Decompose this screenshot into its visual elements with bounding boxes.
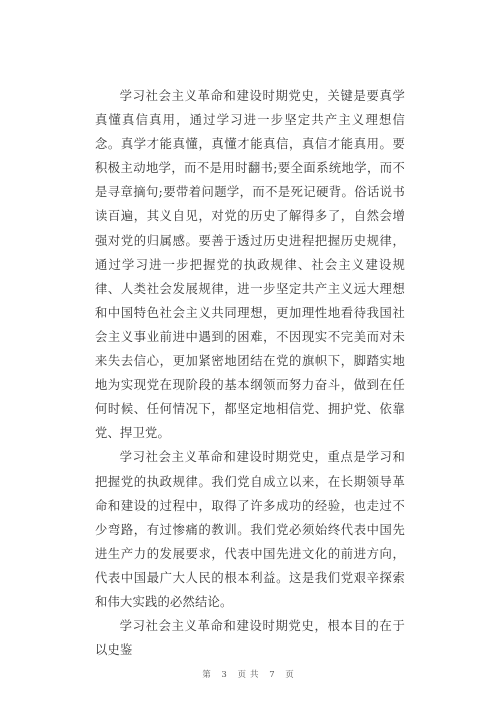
paragraph-2: 学习社会主义革命和建设时期党史，重点是学习和把握党的执政规律。我们党自成立以来，在长期领导革命和建设的过程中，取得了许多成功的经验，也走过不少弯路，有过惨痛的教训。我们党必须始终代表中国先进生产力的发展要求，代表中国先进文化的前进方向，代表中国最广大人民的根本利益。这是我们党艰辛探索和伟大实践的必然结论。 bbox=[95, 450, 405, 609]
paragraph-3: 学习社会主义革命和建设时期党史，根本目的在于以史鉴 bbox=[95, 619, 405, 658]
paragraph-1: 学习社会主义革命和建设时期党史，关键是要真学真懂真信真用，通过学习进一步坚定共产主义理想信念。真学才能真懂，真懂才能真信，真信才能真用。要积极主动地学，而不是用时翻书;要全面系统地学，而不是寻章摘句;要带着问题学，而不是死记硬背。俗话说书读百遍，其义自见，对党的历史了解得多了，自然会增强对党的归属感。要善于透过历史进程把握历史规律，通过学习进一步把握党的执政规律、社会主义建设规律、人类社会发展规律，进一步坚定共产主义远大理想和中国特色社会主义共同理想，更加理性地看待我国社会主义事业前进中遇到的困难，不因现实不完美而对未来失去信心，更加紧密地团结在党的旗帜下，脚踏实地地为实现党在现阶段的基本纲领而努力奋斗，做到在任何时候、任何情况下，都坚定地相信党、拥护党、依靠党、捍卫党。 bbox=[95, 89, 405, 441]
page-number-footer: 第 3 页共 7 页 bbox=[202, 670, 298, 680]
document-body bbox=[95, 84, 405, 662]
